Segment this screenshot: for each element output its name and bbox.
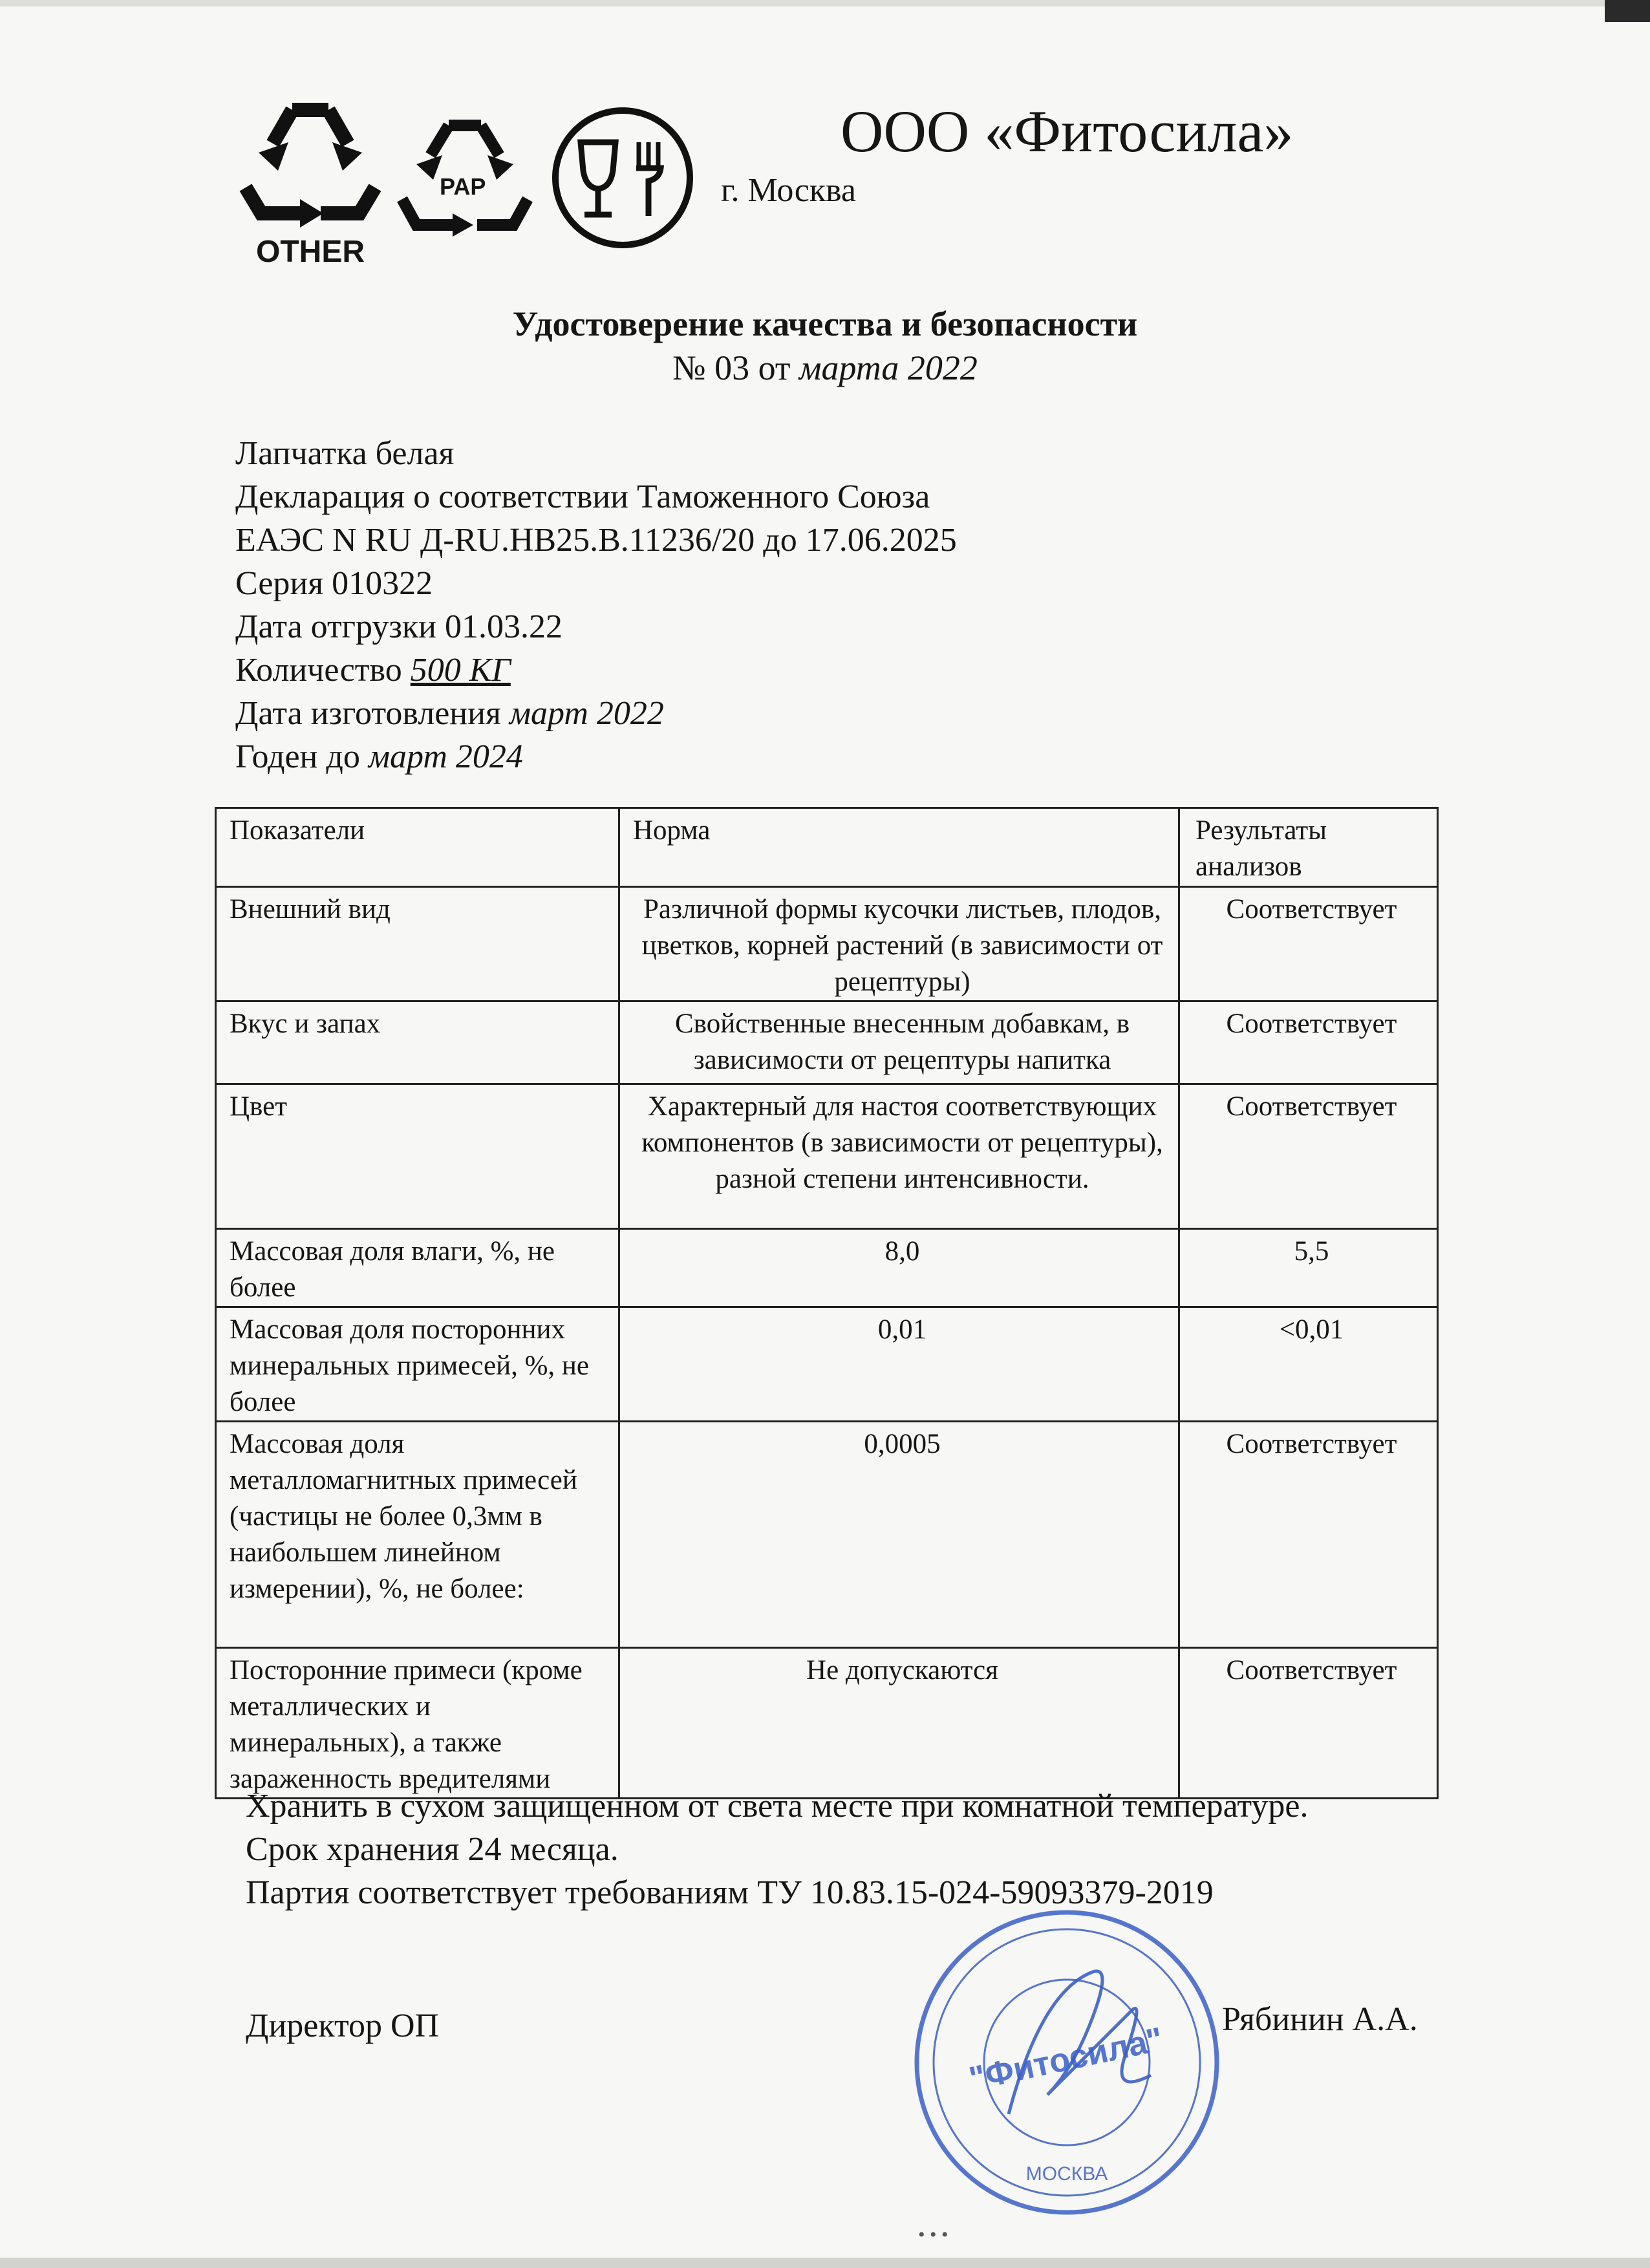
- scan-edge-corner: [1605, 0, 1650, 22]
- document-title: Удостоверение качества и безопасности: [512, 305, 1138, 343]
- document-number: [0, 348, 1650, 388]
- manufacture-label: Дата изготовления: [235, 695, 509, 732]
- expiry-label: Годен до: [235, 738, 369, 775]
- document-number-date: марта 2022: [799, 348, 978, 387]
- recycle-pap-caption: PAP: [440, 173, 486, 200]
- page-dots: • • •: [918, 2224, 948, 2245]
- row-norm: Характерный для настоя соответствующих компонентов (в зависимости от рецептуры), разной степени интенсивности.: [619, 1084, 1179, 1229]
- table-row: [216, 1229, 1438, 1307]
- table-row: [216, 1001, 1438, 1084]
- shipment-date: Дата отгрузки 01.03.22: [235, 608, 562, 645]
- row-norm: 0,0005: [619, 1422, 1179, 1648]
- manufacture-date: [235, 692, 957, 735]
- product-info: [235, 432, 957, 778]
- row-indicator: Посторонние примеси (кроме металлических и минеральных), а также зараженность вредителями: [216, 1648, 619, 1799]
- row-norm: Не допускаются: [619, 1648, 1179, 1799]
- expiry-value: март 2024: [368, 738, 523, 775]
- table-row: [216, 1307, 1438, 1422]
- table-row: [216, 1422, 1438, 1648]
- scan-edge-bottom: [0, 2258, 1650, 2268]
- table-row: [216, 1648, 1438, 1799]
- shelf-life-note: Срок хранения 24 месяца.: [246, 1831, 619, 1868]
- row-result: Соответствует: [1179, 887, 1438, 1001]
- company-name: ООО «Фитосила»: [841, 98, 1294, 164]
- row-indicator: Цвет: [216, 1084, 619, 1229]
- row-result: Соответствует: [1179, 1001, 1438, 1084]
- quantity-label: Количество: [235, 652, 411, 689]
- recycle-other-icon: [233, 91, 388, 233]
- stamp-center-text: "Фитосила": [966, 2020, 1166, 2099]
- recycle-other-caption: OTHER: [256, 235, 365, 269]
- row-indicator: Вкус и запах: [216, 1001, 619, 1084]
- row-result: Соответствует: [1179, 1084, 1438, 1229]
- storage-note: Хранить в сухом защищенном от света месте при комнатной температуре.: [246, 1788, 1309, 1824]
- row-indicator: Массовая доля влаги, %, не более: [216, 1229, 619, 1307]
- signatory-name: Рябинин А.А.: [1222, 2001, 1418, 2038]
- row-result: 5,5: [1179, 1229, 1438, 1307]
- compliance-note: Партия соответствует требованиям ТУ 10.83.15-024-59093379-2019: [246, 1874, 1214, 1911]
- row-indicator: Массовая доля металломагнитных примесей (частицы не более 0,3мм в наибольшем линейном измерении), %, не более:: [216, 1422, 619, 1648]
- signatory-position: Директор ОП: [246, 2007, 440, 2044]
- row-norm: 0,01: [619, 1307, 1179, 1422]
- row-indicator: Массовая доля посторонних минеральных примесей, %, не более: [216, 1307, 619, 1422]
- declaration-line-1: Декларация о соответствии Таможенного Союза: [235, 478, 930, 515]
- manufacture-value: март 2022: [509, 695, 664, 732]
- table-row: [216, 887, 1438, 1001]
- row-result: <0,01: [1179, 1307, 1438, 1422]
- row-norm: Свойственные внесенным добавкам, в зависимости от рецептуры напитка: [619, 1001, 1179, 1084]
- product-name: Лапчатка белая: [235, 435, 455, 472]
- series: Серия 010322: [235, 565, 433, 602]
- specification-table: [215, 807, 1439, 1799]
- row-norm: Различной формы кусочки листьев, плодов, цветков, корней растений (в зависимости от рецептуры): [619, 887, 1179, 1001]
- quantity-value: 500 КГ: [410, 652, 511, 689]
- expiry-date: [235, 735, 957, 778]
- table-row: [216, 1084, 1438, 1229]
- company-city: г. Москва: [721, 172, 856, 209]
- table-header-row: [216, 808, 1438, 887]
- document-number-prefix: № 03 от: [672, 348, 799, 387]
- header-result: Результаты анализов: [1179, 808, 1438, 887]
- row-indicator: Внешний вид: [216, 887, 619, 1001]
- footer-notes: [246, 1784, 1308, 1914]
- row-result: Соответствует: [1179, 1422, 1438, 1648]
- food-safe-icon: [548, 103, 697, 252]
- row-result: Соответствует: [1179, 1648, 1438, 1799]
- declaration-line-2: ЕАЭС N RU Д-RU.HB25.B.11236/20 до 17.06.2025: [235, 522, 957, 559]
- quantity: [235, 648, 957, 692]
- scan-edge-top: [0, 0, 1650, 6]
- company-stamp: [899, 1901, 1235, 2227]
- row-norm: 8,0: [619, 1229, 1179, 1307]
- header-norm: Норма: [619, 808, 1179, 887]
- header-indicator: Показатели: [216, 808, 619, 887]
- stamp-city: МОСКВА: [1025, 2163, 1108, 2185]
